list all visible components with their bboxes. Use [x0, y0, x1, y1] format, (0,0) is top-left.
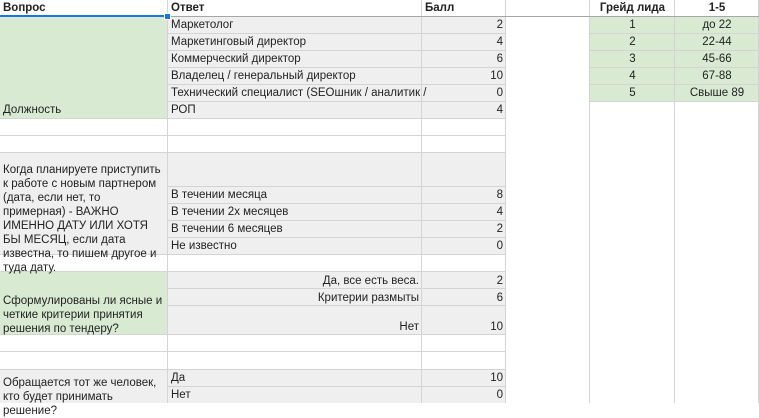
answer-cell[interactable]: Коммерческий директор: [171, 53, 301, 65]
range-cell[interactable]: 45-66: [702, 53, 732, 65]
score-cell[interactable]: 4: [496, 104, 503, 116]
answer-cell[interactable]: Да, все есть веса.: [322, 275, 419, 287]
grade-cell[interactable]: 3: [629, 53, 636, 65]
score-cell[interactable]: 4: [496, 206, 503, 218]
header-range[interactable]: 1-5: [708, 2, 726, 14]
answer-cell[interactable]: Маркетолог: [171, 19, 234, 31]
range-cell[interactable]: Свыше 89: [689, 87, 745, 99]
score-cell[interactable]: 0: [496, 87, 503, 99]
answer-cell[interactable]: Владелец / генеральный директор: [171, 70, 356, 82]
decision-question[interactable]: Обращается тот же человек, кто будет принимать решение?: [3, 377, 157, 417]
header-answer[interactable]: Ответ: [171, 2, 205, 14]
score-cell[interactable]: 10: [490, 70, 503, 82]
selection-border: [0, 15, 168, 17]
score-cell[interactable]: 2: [496, 223, 503, 235]
score-cell[interactable]: 8: [496, 189, 503, 201]
answer-cell[interactable]: В течении 2х месяцев: [171, 206, 289, 218]
score-cell[interactable]: 4: [496, 36, 503, 48]
score-cell[interactable]: 2: [496, 19, 503, 31]
answer-cell[interactable]: Да: [171, 372, 186, 384]
answer-cell[interactable]: Нет: [399, 321, 419, 333]
answer-cell[interactable]: Не известно: [171, 240, 237, 252]
score-cell[interactable]: 0: [496, 240, 503, 252]
range-cell[interactable]: 22-44: [702, 36, 732, 48]
header-score[interactable]: Балл: [425, 2, 455, 14]
score-cell[interactable]: 2: [496, 275, 503, 287]
position-question[interactable]: Должность: [3, 104, 62, 116]
answer-cell[interactable]: Технический специалист (SEOшник / аналитик /: [171, 87, 427, 99]
grade-cell[interactable]: 5: [629, 87, 636, 99]
answer-cell[interactable]: Маркетинговый директор: [171, 36, 307, 48]
timing-question[interactable]: Когда планируете приступить к работе с новым партнером (дата, если нет, то примерная) - ВАЖНО ИМЕННО ДАТУ ИЛИ ХОТЯ БЫ МЕСЯЦ, если дата известна, то пишем другое и туда дату.: [3, 164, 161, 274]
score-cell[interactable]: 10: [490, 372, 503, 384]
header-question[interactable]: Вопрос: [3, 2, 46, 14]
grade-cell[interactable]: 2: [629, 36, 636, 48]
criteria-question[interactable]: Сформулированы ли ясные и четкие критерии принятия решения по тендеру?: [3, 295, 163, 335]
answer-cell[interactable]: Критерии размыты: [317, 292, 419, 304]
range-cell[interactable]: до 22: [702, 19, 732, 31]
score-cell[interactable]: 6: [496, 292, 503, 304]
score-cell[interactable]: 0: [496, 389, 503, 401]
grade-cell[interactable]: 1: [629, 19, 636, 31]
answer-cell[interactable]: В течении 6 месяцев: [171, 223, 283, 235]
score-cell[interactable]: 10: [490, 321, 503, 333]
range-cell[interactable]: 67-88: [702, 70, 732, 82]
answer-cell[interactable]: РОП: [171, 104, 196, 116]
answer-cell[interactable]: Нет: [171, 389, 191, 401]
grade-cell[interactable]: 4: [629, 70, 636, 82]
answer-cell[interactable]: В течении месяца: [171, 189, 268, 201]
header-grade[interactable]: Грейд лида: [599, 2, 666, 14]
score-cell[interactable]: 6: [496, 53, 503, 65]
